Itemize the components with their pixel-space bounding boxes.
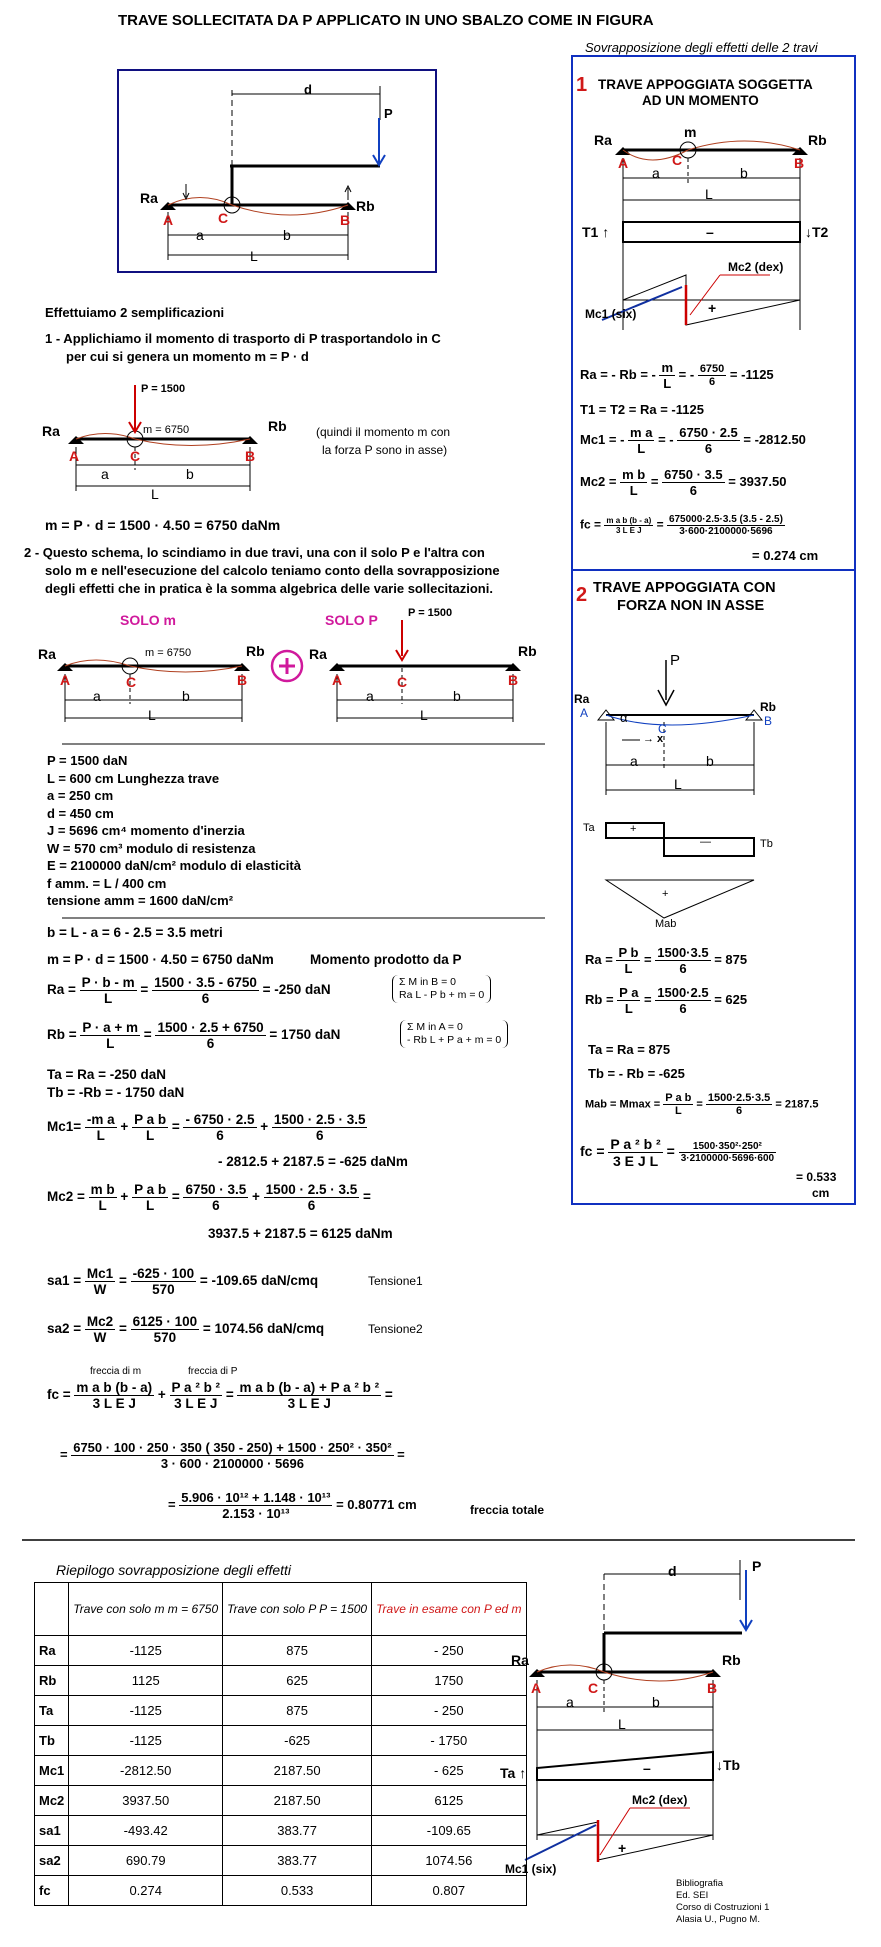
fig2-note2: la forza P sono in asse) — [322, 443, 448, 457]
box2-plus1: + — [630, 823, 637, 835]
data-item: d = 450 cm — [47, 805, 114, 821]
bfig-L: L — [618, 1716, 626, 1732]
box2-B: B — [764, 714, 773, 728]
page-title: TRAVE SOLLECITATA DA P APPLICATO IN UNO SBALZO COME IN FIGURA — [118, 12, 654, 29]
fig2-A: A — [69, 448, 80, 464]
summary-row — [35, 1666, 527, 1696]
step2-l2: solo m e nell'esecuzione del calcolo teniamo conto della sovrapposizione — [45, 563, 500, 578]
box1-mc2: Mc2 = $\frac{\text{m b}}{L}$ = $\frac{6750 \cdot 3.5}{6}$ = 3937.50 — [580, 467, 787, 498]
label-Rb: Rb — [356, 198, 375, 214]
bfig-B: B — [707, 1680, 718, 1696]
fig3-Rb1: Rb — [246, 643, 265, 659]
calc-sa1: sa1 = $\frac{Mc1}{W}$ = $\frac{-625 \cdot 100}{570}$ = -109.65 daN/cmq — [47, 1266, 319, 1297]
bfig-b: b — [652, 1694, 660, 1710]
fig3-L1: L — [148, 707, 156, 723]
summary-row — [35, 1726, 527, 1756]
box2-minus1: — — [700, 836, 711, 848]
box2-rb: Rb = $\frac{\text{P a}}{L}$ = $\frac{1500\cdot 2.5}{6}$ = 625 — [585, 985, 748, 1016]
box1-title1: TRAVE APPOGGIATA SOGGETTA — [598, 77, 813, 92]
box1-mc1-label: Mc1 (six) — [585, 307, 637, 321]
summary-val-p: 383.77 — [223, 1816, 372, 1846]
box2-num: 2 — [576, 584, 588, 606]
box1-b: b — [740, 165, 748, 181]
data-item: f amm. = L / 400 cm — [47, 875, 167, 891]
box1-t: T1 = T2 = Ra = -1125 — [580, 402, 704, 417]
fig3-Ra1: Ra — [38, 646, 56, 662]
calc-rb: Rb = $\frac{P \cdot a + m}{L}$ = $\frac{1500 \cdot 2.5 + 6750}{6}$ = 1750 daN — [47, 1020, 341, 1051]
data-item: P = 1500 daN — [47, 753, 128, 768]
bfig-Tb: ↓Tb — [716, 1757, 741, 1773]
box2-fc-res1: = 0.533 — [796, 1170, 837, 1184]
fig3-L2: L — [420, 707, 428, 723]
main-figure-box — [118, 70, 436, 272]
summary-title: Riepilogo sovrapposizione degli effetti — [56, 1562, 292, 1578]
box2-A: A — [580, 706, 589, 720]
label-C: C — [218, 210, 229, 226]
intro-line3: per cui si genera un momento m = P · d — [66, 349, 309, 364]
box1-L: L — [705, 186, 713, 202]
summary-val-p: 383.77 — [223, 1846, 372, 1876]
summary-header-row — [35, 1583, 527, 1636]
summary-header-total: Trave in esame con P ed m — [372, 1583, 526, 1636]
label-L: L — [250, 248, 258, 264]
summary-val-p: 875 — [223, 1696, 372, 1726]
summary-val-p: -625 — [223, 1726, 372, 1756]
summary-row — [35, 1816, 527, 1846]
box2-a: a — [630, 753, 638, 769]
calc-sa2-tag: Tensione2 — [368, 1322, 423, 1336]
step2-l1: 2 - Questo schema, lo scindiamo in due travi, una con il solo P e l'altra con — [24, 545, 485, 560]
fig2-P: P = 1500 — [141, 383, 186, 395]
calc-m: m = P · d = 1500 · 4.50 = 6750 daNm — [47, 952, 274, 967]
summary-header-empty — [35, 1583, 69, 1636]
box2-tb: Tb = - Rb = -625 — [588, 1066, 685, 1081]
bfig-Ta: Ta ↑ — [500, 1765, 527, 1781]
fig3-C1: C — [126, 674, 137, 690]
box2-b: b — [706, 753, 714, 769]
fc-label-m: freccia di m — [90, 1366, 142, 1377]
fig3-C2: C — [397, 674, 408, 690]
summary-row — [35, 1846, 527, 1876]
summary-row-label: sa1 — [35, 1816, 69, 1846]
label-A: A — [163, 212, 174, 228]
box1-mc2-label: Mc2 (dex) — [728, 260, 784, 274]
summary-row-label: fc — [35, 1876, 69, 1906]
box1-ra: Ra = - Rb = - $\frac{m}{L}$ = - $\frac{6750}{6}$ = -1125 — [580, 360, 774, 391]
summary-val-m: -1125 — [69, 1636, 223, 1666]
box1-mc1: Mc1 = - $\frac{\text{m a}}{L}$ = - $\frac{6750 \cdot 2.5}{6}$ = -2812.50 — [580, 425, 806, 456]
summary-val-p: 625 — [223, 1666, 372, 1696]
calc-fc-line2: = $\frac{\text{6750 · 100 · 250 · 350 ( 350 - 250) + 1500 · 250² · 350²}}{3 \cdot 600 \cdot 2100000 \cdot 5696}$ = — [60, 1440, 405, 1471]
calc-ra: Ra = $\frac{P \cdot b - m}{L}$ = $\frac{1500 \cdot 3.5 - 6750}{6}$ = -250 daN — [47, 975, 331, 1006]
summary-row-label: Tb — [35, 1726, 69, 1756]
summary-row — [35, 1786, 527, 1816]
summary-val-total: - 1750 — [372, 1726, 526, 1756]
bfig-mc1: Mc1 (six) — [505, 1862, 557, 1876]
box1-T1: T1 ↑ — [582, 224, 610, 240]
calc-fc-tag: freccia totale — [470, 1503, 545, 1517]
intro-line2: 1 - Applichiamo il momento di trasporto di P trasportandolo in C — [45, 331, 441, 346]
box2-Rb: Rb — [760, 700, 776, 714]
data-item: tensione amm = 1600 daN/cm² — [47, 893, 234, 908]
box1-C: C — [672, 152, 683, 168]
data-item: J = 5696 cm⁴ momento d'inerzia — [47, 823, 245, 838]
summary-val-p: 2187.50 — [223, 1786, 372, 1816]
box1-Rb: Rb — [808, 132, 827, 148]
summary-val-m: -1125 — [69, 1726, 223, 1756]
summary-val-total: - 625 — [372, 1756, 526, 1786]
box2-Mab: Mab — [655, 918, 677, 930]
bfig-Ra: Ra — [511, 1652, 529, 1668]
box1-fc: fc = $\frac{\text{m a b (b - a)}}{\text{3 L E J}}$ = $\frac{675000\cdot 2.5\cdot 3.5 (3.5 - 2.5)}{3\cdot 600\cdot 2100000\cdot 5696}$ — [580, 514, 783, 537]
bfig-P: P — [752, 1558, 762, 1574]
bfig-plus: + — [618, 1840, 627, 1856]
summary-row-label: Ta — [35, 1696, 69, 1726]
summary-header-m: Trave con solo m m = 6750 — [69, 1583, 223, 1636]
calc-ra-cond: Σ M in B = 0 Ra L - P b + m = 0 — [392, 975, 491, 1003]
bfig-a: a — [566, 1694, 574, 1710]
fig2-L: L — [151, 486, 159, 502]
fig3-A2: A — [332, 672, 343, 688]
summary-val-total: 1074.56 — [372, 1846, 526, 1876]
fig2-b: b — [186, 466, 194, 482]
box2-L: L — [674, 776, 682, 792]
box2-Ta: Ta — [583, 822, 595, 834]
box2-mab: Mab = Mmax = $\frac{\text{P a b}}{L}$ = $\frac{1500\cdot 2.5\cdot 3.5}{6}$ = 2187.5 — [585, 1092, 819, 1117]
calc-fc: fc = $\frac{\text{m a b (b - a)}}{\text{3 L E J}}$ + $\frac{\text{P a ² b ²}}{\text{3 L E J}}$ = $\frac{\text{m a b (b - a) + P a ² b ²}}{\text{3 L E J}}$ = — [47, 1380, 393, 1411]
bfig-mc2: Mc2 (dex) — [632, 1793, 688, 1807]
box1-m: m — [684, 124, 697, 140]
summary-val-total: - 250 — [372, 1696, 526, 1726]
box1-num: 1 — [576, 74, 588, 96]
fig3-Ra2: Ra — [309, 646, 327, 662]
summary-val-m: 690.79 — [69, 1846, 223, 1876]
summary-row — [35, 1636, 527, 1666]
summary-val-p: 0.533 — [223, 1876, 372, 1906]
summary-row-label: Ra — [35, 1636, 69, 1666]
data-item: W = 570 cm³ modulo di resistenza — [47, 840, 256, 856]
summary-val-m: 0.274 — [69, 1876, 223, 1906]
summary-table — [34, 1582, 527, 1906]
fig3-B2: B — [508, 672, 519, 688]
box1-minus: – — [706, 224, 714, 240]
calc-rb-cond: Σ M in A = 0 - Rb L + P a + m = 0 — [400, 1020, 508, 1048]
summary-header-p: Trave con solo P P = 1500 — [223, 1583, 372, 1636]
bfig-Rb: Rb — [722, 1652, 741, 1668]
data-item: a = 250 cm — [47, 788, 114, 803]
calc-sa1-tag: Tensione1 — [368, 1274, 423, 1288]
fig2-B: B — [245, 448, 256, 464]
right-subtitle: Sovrapposizione degli effetti delle 2 travi — [585, 40, 818, 55]
fig3-A1: A — [60, 672, 71, 688]
calc-tb: Tb = -Rb = - 1750 daN — [47, 1085, 185, 1100]
box2-ta: Ta = Ra = 875 — [588, 1042, 671, 1057]
summary-val-p: 875 — [223, 1636, 372, 1666]
calc-mc1: Mc1= $\frac{\text{-m a}}{L}$ + $\frac{\text{P a b}}{L}$ = $\frac{- 6750 \cdot 2.5}{6}$ + $\frac{1500 \cdot 2.5 \cdot 3.5}{6}$ — [47, 1112, 366, 1143]
summary-val-m: -1125 — [69, 1696, 223, 1726]
summary-row — [35, 1696, 527, 1726]
fig2-Rb: Rb — [268, 418, 287, 434]
bibliography: Bibliografia Ed. SEI Corso di Costruzioni 1 Alasia U., Pugno M. — [676, 1878, 770, 1925]
fig3-b2: b — [453, 688, 461, 704]
label-d: d — [304, 82, 312, 97]
box2-fc: fc = $\frac{\text{P a ² b ²}}{\text{3 E J L}}$ = $\frac{\text{1500·350²·250²}}{3\cdot 2100000\cdot 5696\cdot 600}$ — [580, 1136, 775, 1169]
solo-m-label: SOLO m — [120, 612, 177, 628]
summary-row-label: Mc2 — [35, 1786, 69, 1816]
step2-l3: degli effetti che in pratica è la somma algebrica delle varie sollecitazioni. — [45, 581, 493, 596]
solo-p-label: SOLO P — [325, 612, 378, 628]
box2-title2: FORZA NON IN ASSE — [617, 598, 765, 614]
label-a: a — [196, 227, 204, 243]
box1-B: B — [794, 155, 805, 171]
box2-Tb: Tb — [760, 838, 773, 850]
box1-title2: AD UN MOMENTO — [642, 93, 759, 108]
summary-val-m: -493.42 — [69, 1816, 223, 1846]
calc-mc2: Mc2 = $\frac{\text{m b}}{L}$ + $\frac{\text{P a b}}{L}$ = $\frac{6750 \cdot 3.5}{6}$ + $\frac{1500 \cdot 2.5 \cdot 3.5}{6}$ = — [47, 1182, 371, 1213]
calc-b: b = L - a = 6 - 2.5 = 3.5 metri — [47, 925, 223, 940]
calc-mc2-res: 3937.5 + 2187.5 = 6125 daNm — [208, 1226, 393, 1241]
box1-A: A — [618, 155, 629, 171]
summary-row-label: sa2 — [35, 1846, 69, 1876]
summary-row — [35, 1756, 527, 1786]
fig2-C: C — [130, 448, 141, 464]
bfig-d: d — [668, 1563, 677, 1579]
label-b: b — [283, 227, 291, 243]
calc-sa2: sa2 = $\frac{Mc2}{W}$ = $\frac{6125 \cdot 100}{570}$ = 1074.56 daN/cmq — [47, 1314, 325, 1345]
summary-val-total: 6125 — [372, 1786, 526, 1816]
box2-ra: Ra = $\frac{\text{P b}}{L}$ = $\frac{1500\cdot 3.5}{6}$ = 875 — [585, 945, 748, 976]
label-Ra: Ra — [140, 190, 158, 206]
box2-Ra: Ra — [574, 692, 590, 706]
box2-fc-res2: cm — [812, 1186, 830, 1200]
calc-ta: Ta = Ra = -250 daN — [47, 1067, 167, 1082]
bfig-minus: – — [643, 1760, 651, 1776]
box1-fc-res: = 0.274 cm — [752, 548, 819, 563]
solo-p-val: P = 1500 — [408, 607, 453, 619]
box1-T2: ↓T2 — [805, 224, 829, 240]
summary-row — [35, 1876, 527, 1906]
summary-val-m: 3937.50 — [69, 1786, 223, 1816]
intro-line1: Effettuiamo 2 semplificazioni — [45, 305, 225, 320]
summary-val-total: 0.807 — [372, 1876, 526, 1906]
bfig-C: C — [588, 1680, 599, 1696]
label-P: P — [384, 106, 393, 121]
box2-C: C — [658, 722, 667, 736]
summary-row-label: Rb — [35, 1666, 69, 1696]
box1-Ra: Ra — [594, 132, 612, 148]
fig3-a1: a — [93, 688, 101, 704]
fig3-Rb2: Rb — [518, 643, 537, 659]
calc-fc-line3: = $\frac{\text{5.906 · 10¹² + 1.148 · 10¹³}}{\text{2.153 · 10¹³}}$ = 0.80771 cm — [168, 1490, 417, 1521]
summary-val-m: 1125 — [69, 1666, 223, 1696]
calc-m-note: Momento prodotto da P — [310, 952, 462, 967]
box2-alpha: α — [620, 710, 628, 725]
fig3-a2: a — [366, 688, 374, 704]
box1-plus: + — [708, 300, 717, 316]
summary-row-label: Mc1 — [35, 1756, 69, 1786]
calc-mc1-res: - 2812.5 + 2187.5 = -625 daNm — [218, 1154, 408, 1169]
fig3-B1: B — [237, 672, 248, 688]
label-B: B — [340, 212, 351, 228]
fig2-note1: (quindi il momento m con — [316, 425, 451, 439]
summary-val-total: - 250 — [372, 1636, 526, 1666]
fig3-b1: b — [182, 688, 190, 704]
summary-val-total: 1750 — [372, 1666, 526, 1696]
box2-P: P — [670, 652, 681, 669]
data-item: L = 600 cm Lunghezza trave — [47, 770, 220, 786]
summary-val-m: -2812.50 — [69, 1756, 223, 1786]
fig2-m: m = 6750 — [143, 424, 190, 436]
eq-m1: m = P · d = 1500 · 4.50 = 6750 daNm — [45, 517, 281, 533]
fc-label-p: freccia di P — [188, 1366, 238, 1377]
data-list — [47, 752, 301, 910]
box2-x: → x — [643, 733, 664, 745]
box2-title1: TRAVE APPOGGIATA CON — [593, 580, 776, 596]
box2-plus2: + — [662, 888, 669, 900]
summary-val-total: -109.65 — [372, 1816, 526, 1846]
fig2-a: a — [101, 466, 109, 482]
fig2-Ra: Ra — [42, 423, 60, 439]
data-item: E = 2100000 daN/cm² modulo di elasticità — [47, 858, 301, 873]
summary-val-p: 2187.50 — [223, 1756, 372, 1786]
solo-m-val: m = 6750 — [145, 647, 192, 659]
bfig-A: A — [531, 1680, 542, 1696]
box1-a: a — [652, 165, 660, 181]
